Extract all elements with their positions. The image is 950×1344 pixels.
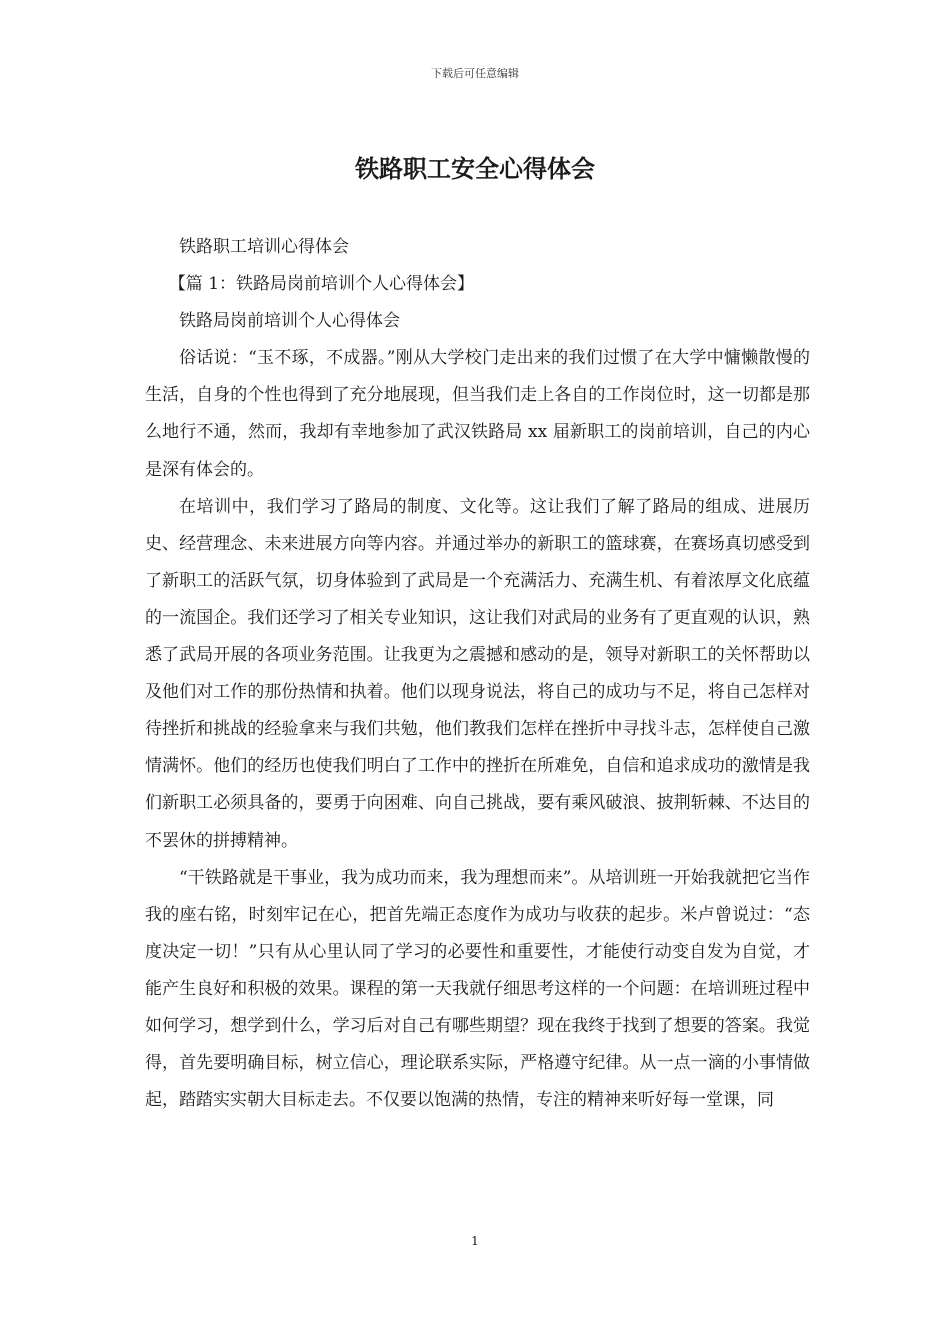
body-paragraph: 在培训中，我们学习了路局的制度、文化等。这让我们了解了路局的组成、进展历史、经营理念、未来进展方向等内容。并通过举办的新职工的篮球赛，在赛场真切感受到了新职工的活跃气氛，切身体验到了武局是一个充满活力、充满生机、有着浓厚文化底蕴的一流国企。我们还学习了相关专业知识，这让我们对武局的业务有了更直观的认识，熟悉了武局开展的各项业务范围。让我更为之震撼和感动的是，领导对新职工的关怀帮助以及他们对工作的那份热情和执着。他们以现身说法，将自己的成功与不足，将自己怎样对待挫折和挑战的经验拿来与我们共勉，他们教我们怎样在挫折中寻找斗志，怎样使自己激情满怀。他们的经历也使我们明白了工作中的挫折在所难免，自信和追求成功的激情是我们新职工必须具备的，要勇于向困难、向自己挑战，要有乘风破浪、披荆斩棘、不达目的不罢休的拼搏精神。: [145, 496, 810, 851]
page-number: 1: [471, 1234, 479, 1248]
document-body: [145, 229, 810, 1119]
body-paragraph: 俗话说：“玉不琢，不成器。”刚从大学校门走出来的我们过惯了在大学中慵懒散慢的生活，自身的个性也得到了充分地展现，但当我们走上各自的工作岗位时，这一切都是那么地行不通，然而，我却有幸地参加了武汉铁路局 xx 届新职工的岗前培训，自己的内心是深有体会的。: [145, 348, 810, 480]
page-header-note: 下载后可任意编辑: [431, 67, 519, 80]
section-subtitle: 铁路局岗前培训个人心得体会: [179, 311, 400, 332]
subtitle-paragraph: 铁路职工培训心得体会: [179, 237, 349, 257]
body-paragraph: “干铁路就是干事业，我为成功而来，我为理想而来”。从培训班一开始我就把它当作我的座右铭，时刻牢记在心，把首先端正态度作为成功与收获的起步。米卢曾说过：“态度决定一切！”只有从心里认同了学习的必要性和重要性，才能使行动变自发为自觉，才能产生良好和积极的效果。课程的第一天我就仔细思考这样的一个问题：在培训班过程中如何学习，想学到什么，学习后对自己有哪些期望？现在我终于找到了想要的答案。我觉得，首先要明确目标，树立信心，理论联系实际，严格遵守纪律。从一点一滴的小事情做起，踏踏实实朝大目标走去。不仅要以饱满的热情，专注的精神来听好每一堂课，同: [145, 867, 810, 1111]
document-title: 铁路职工安全心得体会: [355, 154, 595, 183]
section-heading: 【篇 1：铁路局岗前培训个人心得体会】: [168, 274, 475, 295]
